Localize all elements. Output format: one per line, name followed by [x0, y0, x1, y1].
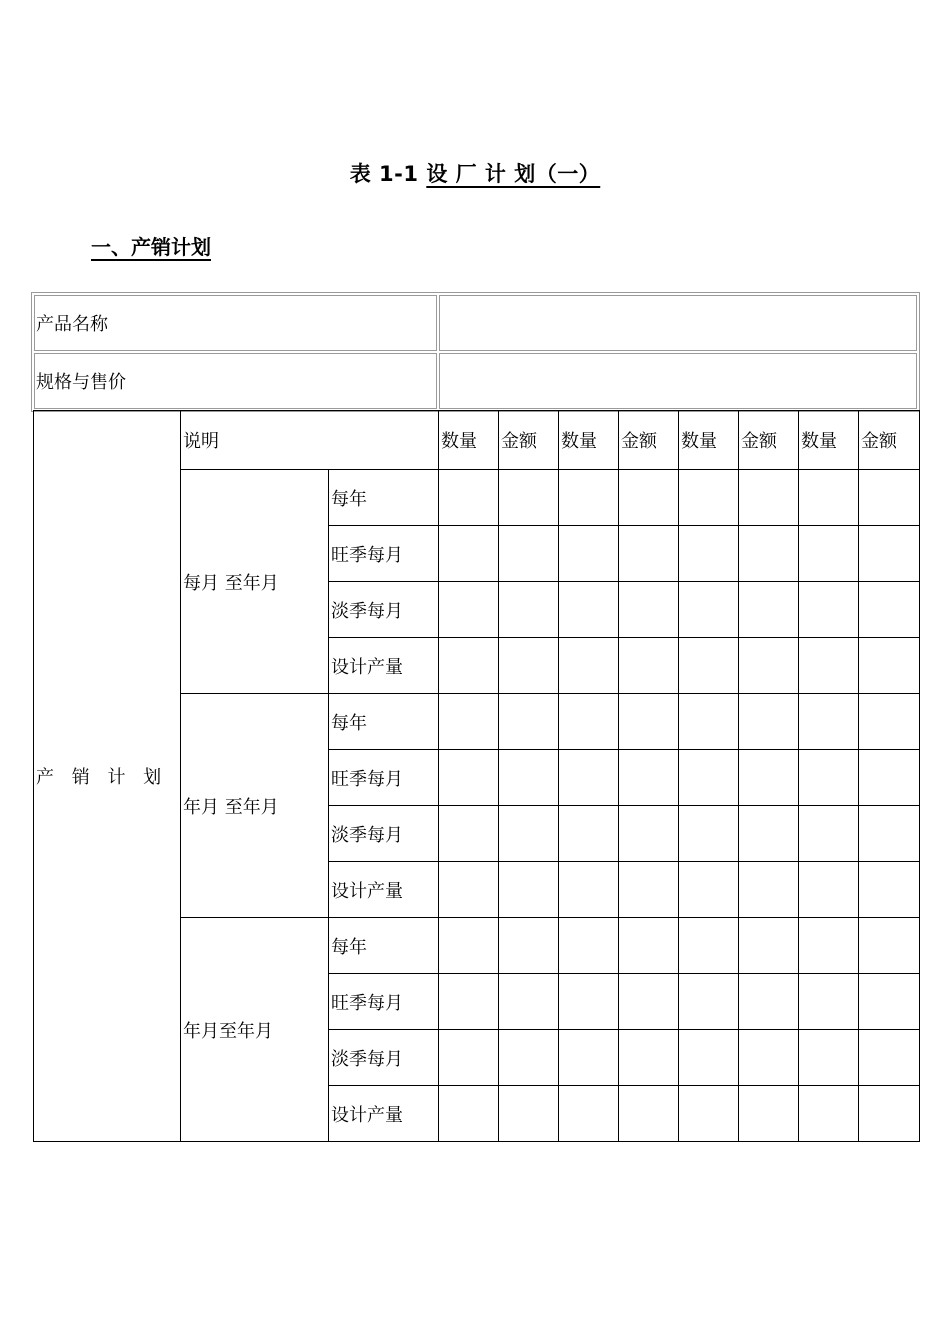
data-cell[interactable]	[499, 470, 559, 526]
item-label: 淡季每月	[329, 1030, 439, 1086]
item-label: 旺季每月	[329, 974, 439, 1030]
data-cell[interactable]	[559, 918, 619, 974]
data-cell[interactable]	[559, 974, 619, 1030]
data-cell[interactable]	[439, 694, 499, 750]
data-cell[interactable]	[439, 1030, 499, 1086]
data-cell[interactable]	[859, 638, 920, 694]
data-cell[interactable]	[799, 694, 859, 750]
data-cell[interactable]	[499, 750, 559, 806]
data-cell[interactable]	[859, 694, 920, 750]
data-cell[interactable]	[559, 862, 619, 918]
data-cell[interactable]	[499, 862, 559, 918]
data-cell[interactable]	[859, 1030, 920, 1086]
item-label: 每年	[329, 470, 439, 526]
data-cell[interactable]	[799, 470, 859, 526]
column-header: 数量	[679, 411, 739, 470]
item-label: 旺季每月	[329, 526, 439, 582]
data-cell[interactable]	[679, 582, 739, 638]
data-cell[interactable]	[739, 582, 799, 638]
data-cell[interactable]	[679, 638, 739, 694]
data-cell[interactable]	[499, 806, 559, 862]
data-cell[interactable]	[559, 638, 619, 694]
column-header: 金额	[739, 411, 799, 470]
data-cell[interactable]	[619, 638, 679, 694]
data-cell[interactable]	[559, 1030, 619, 1086]
data-cell[interactable]	[739, 638, 799, 694]
column-header: 金额	[499, 411, 559, 470]
item-label: 旺季每月	[329, 750, 439, 806]
data-cell[interactable]	[439, 806, 499, 862]
data-cell[interactable]	[619, 806, 679, 862]
data-cell[interactable]	[859, 918, 920, 974]
data-cell[interactable]	[739, 694, 799, 750]
data-cell[interactable]	[499, 694, 559, 750]
data-cell[interactable]	[439, 582, 499, 638]
data-cell[interactable]	[739, 1030, 799, 1086]
data-cell[interactable]	[859, 974, 920, 1030]
data-cell[interactable]	[439, 862, 499, 918]
data-cell[interactable]	[439, 638, 499, 694]
data-cell[interactable]	[439, 526, 499, 582]
data-cell[interactable]	[799, 526, 859, 582]
data-cell[interactable]	[619, 862, 679, 918]
item-label: 淡季每月	[329, 806, 439, 862]
info-row-product-name	[34, 295, 917, 351]
header-row	[34, 411, 920, 470]
data-cell[interactable]	[619, 918, 679, 974]
column-header: 数量	[799, 411, 859, 470]
column-header: 数量	[439, 411, 499, 470]
data-cell[interactable]	[619, 526, 679, 582]
data-cell[interactable]	[679, 750, 739, 806]
data-cell[interactable]	[679, 974, 739, 1030]
data-cell[interactable]	[439, 750, 499, 806]
column-header: 金额	[619, 411, 679, 470]
data-cell[interactable]	[679, 694, 739, 750]
explain-header: 说明	[181, 411, 439, 470]
item-label: 每年	[329, 918, 439, 974]
item-label: 设计产量	[329, 638, 439, 694]
data-cell[interactable]	[559, 750, 619, 806]
data-cell[interactable]	[859, 750, 920, 806]
data-cell[interactable]	[619, 470, 679, 526]
item-label: 设计产量	[329, 1086, 439, 1142]
data-cell[interactable]	[739, 806, 799, 862]
data-cell[interactable]	[859, 806, 920, 862]
data-cell[interactable]	[499, 638, 559, 694]
data-cell[interactable]	[679, 526, 739, 582]
data-cell[interactable]	[739, 1086, 799, 1142]
data-cell[interactable]	[799, 806, 859, 862]
info-value-cell[interactable]	[439, 353, 917, 409]
data-cell[interactable]	[859, 1086, 920, 1142]
data-cell[interactable]	[499, 1086, 559, 1142]
data-cell[interactable]	[739, 918, 799, 974]
data-cell[interactable]	[439, 1086, 499, 1142]
data-cell[interactable]	[679, 1086, 739, 1142]
data-cell[interactable]	[799, 862, 859, 918]
data-cell[interactable]	[619, 974, 679, 1030]
column-header: 数量	[559, 411, 619, 470]
data-cell[interactable]	[619, 1086, 679, 1142]
data-cell[interactable]	[619, 1030, 679, 1086]
data-cell[interactable]	[619, 750, 679, 806]
item-label: 设计产量	[329, 862, 439, 918]
data-cell[interactable]	[859, 862, 920, 918]
plan-row-label: 产 销 计 划	[34, 411, 181, 1142]
data-cell[interactable]	[679, 1030, 739, 1086]
data-cell[interactable]	[499, 918, 559, 974]
column-header: 金额	[859, 411, 920, 470]
item-label: 每年	[329, 694, 439, 750]
data-cell[interactable]	[739, 526, 799, 582]
data-cell[interactable]	[559, 806, 619, 862]
production-sales-plan-table	[33, 410, 920, 1142]
data-cell[interactable]	[799, 582, 859, 638]
item-label: 淡季每月	[329, 582, 439, 638]
period-label: 年月 至年月	[181, 694, 329, 918]
data-cell[interactable]	[439, 918, 499, 974]
data-cell[interactable]	[859, 582, 920, 638]
info-value-cell[interactable]	[439, 295, 917, 351]
data-cell[interactable]	[499, 974, 559, 1030]
data-cell[interactable]	[799, 918, 859, 974]
info-label: 产品名称	[34, 295, 437, 351]
data-cell[interactable]	[559, 582, 619, 638]
data-cell[interactable]	[499, 526, 559, 582]
period-label: 年月至年月	[181, 918, 329, 1142]
data-cell[interactable]	[739, 750, 799, 806]
info-row-spec-price	[34, 353, 917, 409]
section-heading: 一、产销计划	[91, 235, 211, 259]
data-cell[interactable]	[859, 526, 920, 582]
period-label: 每月 至年月	[181, 470, 329, 694]
data-cell[interactable]	[679, 806, 739, 862]
data-cell[interactable]	[799, 1030, 859, 1086]
data-cell[interactable]	[679, 862, 739, 918]
data-cell[interactable]	[439, 470, 499, 526]
data-cell[interactable]	[499, 582, 559, 638]
data-cell[interactable]	[739, 470, 799, 526]
data-cell[interactable]	[739, 862, 799, 918]
data-cell[interactable]	[619, 694, 679, 750]
data-cell[interactable]	[559, 526, 619, 582]
data-cell[interactable]	[559, 1086, 619, 1142]
data-cell[interactable]	[799, 1086, 859, 1142]
data-cell[interactable]	[619, 582, 679, 638]
title-main: 设 厂 计 划（一）	[426, 162, 601, 186]
data-cell[interactable]	[799, 750, 859, 806]
data-cell[interactable]	[499, 1030, 559, 1086]
info-label: 规格与售价	[34, 353, 437, 409]
data-cell[interactable]	[439, 974, 499, 1030]
product-info-table	[31, 292, 920, 412]
data-cell[interactable]	[739, 974, 799, 1030]
data-cell[interactable]	[679, 918, 739, 974]
data-cell[interactable]	[859, 470, 920, 526]
data-cell[interactable]	[679, 470, 739, 526]
data-cell[interactable]	[799, 638, 859, 694]
data-cell[interactable]	[799, 974, 859, 1030]
data-cell[interactable]	[559, 694, 619, 750]
data-cell[interactable]	[559, 470, 619, 526]
title-prefix: 表 1-1	[349, 162, 427, 186]
document-title	[0, 158, 950, 188]
